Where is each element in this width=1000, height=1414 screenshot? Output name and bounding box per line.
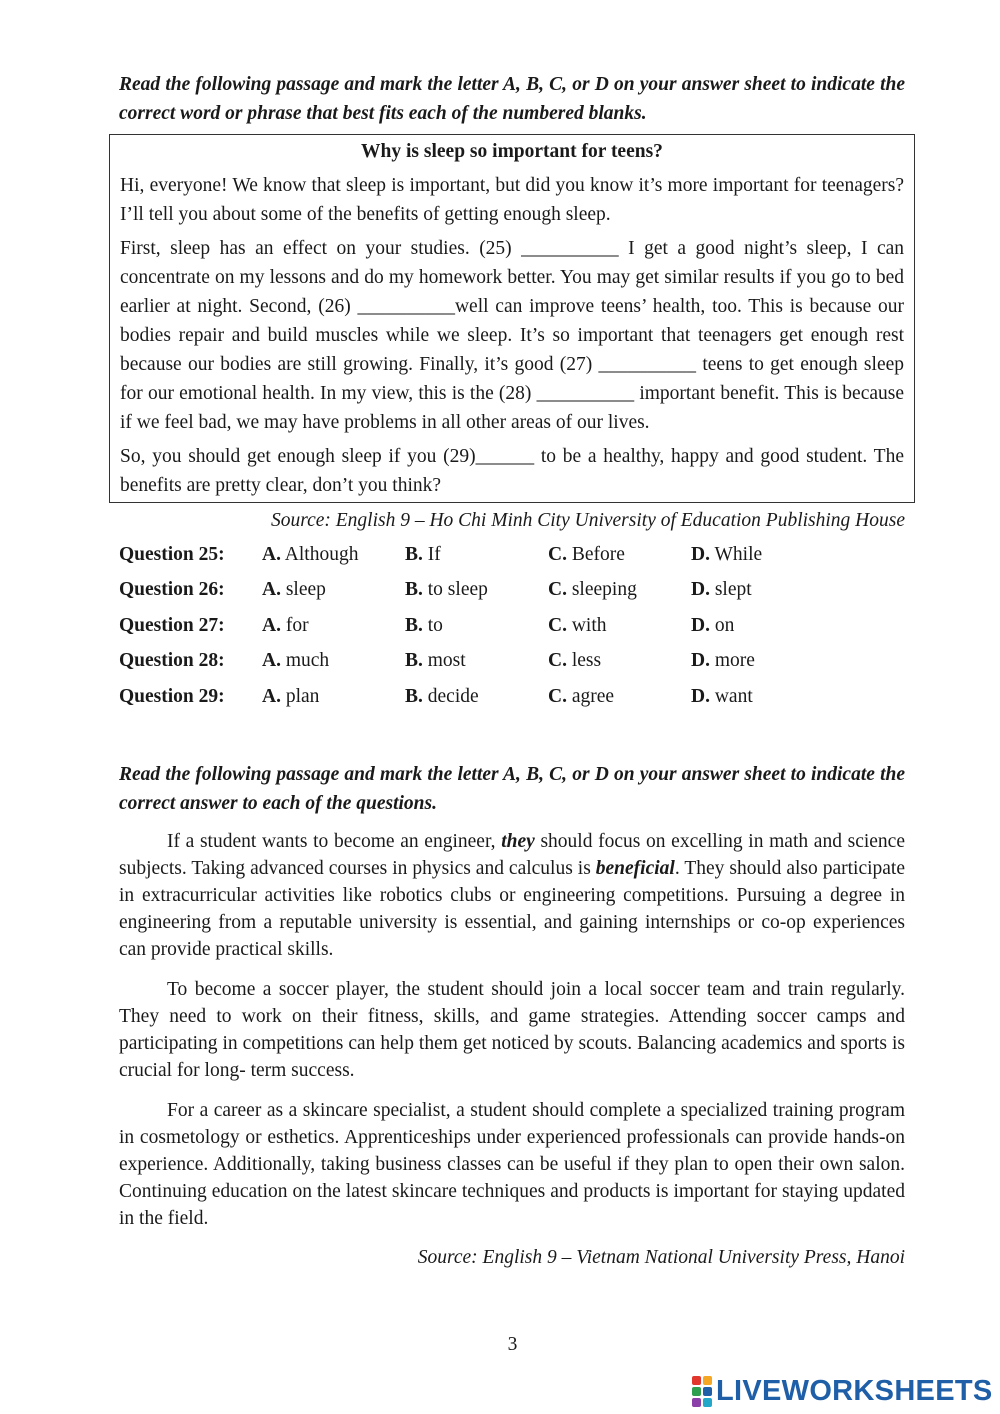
passage-source: Source: English 9 – Ho Chi Minh City University of Education Publishing House bbox=[270, 510, 905, 531]
option-text: to sleep bbox=[427, 579, 488, 601]
answer-option[interactable] bbox=[691, 573, 834, 609]
option-letter: C. bbox=[548, 543, 567, 565]
option-letter: C. bbox=[548, 579, 567, 601]
option-text: Before bbox=[571, 543, 625, 565]
answer-option[interactable] bbox=[405, 537, 548, 573]
option-letter: C. bbox=[548, 614, 567, 636]
question-row bbox=[119, 573, 834, 609]
option-text: While bbox=[714, 543, 763, 565]
option-text: sleep bbox=[285, 579, 326, 601]
answer-option[interactable] bbox=[691, 679, 834, 715]
answer-option[interactable] bbox=[548, 644, 691, 680]
answer-option[interactable] bbox=[262, 573, 405, 609]
answer-option[interactable] bbox=[405, 679, 548, 715]
option-letter: C. bbox=[548, 650, 567, 672]
question-label: Question 28: bbox=[119, 650, 225, 672]
logo-square bbox=[703, 1376, 712, 1385]
option-text: with bbox=[571, 614, 607, 636]
answer-option[interactable] bbox=[548, 679, 691, 715]
answer-option[interactable] bbox=[262, 608, 405, 644]
option-text: for bbox=[285, 614, 309, 636]
option-letter: D. bbox=[691, 543, 710, 565]
question-label: Question 26: bbox=[119, 579, 225, 601]
answer-option[interactable] bbox=[691, 608, 834, 644]
option-letter: D. bbox=[691, 685, 710, 707]
option-letter: C. bbox=[548, 685, 567, 707]
option-text: less bbox=[571, 650, 602, 672]
highlighted-word-they: they bbox=[501, 830, 535, 852]
option-text: more bbox=[714, 650, 755, 672]
reading-paragraph-engineer bbox=[119, 828, 905, 963]
passage-paragraph: First, sleep has an effect on your studies. (25) __________ I get a good night’s sleep, I can concentrate on my lessons and do my homework better. You may get similar results if you go to bed earlier at night. Second, (26) __________well can improve teens’ health, too. This is because our bodies repair and build muscles while we sleep. It’s so important that teenagers get enough rest because our bodies are still growing. Finally, it’s good (27) __________ teens to get enough sleep for our emotional health. In my view, this is the (28) __________ important benefit. This is because if we feel bad, we may have problems in all other areas of our lives. bbox=[120, 238, 904, 433]
question-label: Question 25: bbox=[119, 543, 225, 565]
question-row bbox=[119, 537, 834, 573]
highlighted-word-beneficial: beneficial bbox=[595, 857, 675, 879]
text-run: . They should also participate in extracurricular activities like robotics clubs or engineering competitions. Pursuing a degree in engineering from a reputable university is essential, and gaining internships or co-op experiences can provide practical skills. bbox=[119, 857, 905, 960]
logo-mark-icon bbox=[692, 1376, 712, 1407]
passage-paragraph: So, you should get enough sleep if you (29)______ to be a healthy, happy and good student. The benefits are pretty clear, don’t you think? bbox=[120, 446, 904, 496]
logo-square bbox=[692, 1398, 701, 1407]
option-text: on bbox=[714, 614, 735, 636]
answer-option[interactable] bbox=[262, 537, 405, 573]
option-text: most bbox=[427, 650, 466, 672]
option-letter: B. bbox=[405, 543, 423, 565]
section2-instruction: Read the following passage and mark the letter A, B, C, or D on your answer sheet to indicate the correct answer to each of the questions. bbox=[119, 763, 905, 814]
option-text: decide bbox=[427, 685, 479, 707]
logo-text: LIVEWORKSHEETS bbox=[716, 1374, 993, 1407]
option-letter: B. bbox=[405, 579, 423, 601]
reading-source: Source: English 9 – Vietnam National University Press, Hanoi bbox=[417, 1246, 905, 1268]
page-number: 3 bbox=[507, 1334, 518, 1355]
option-text: plan bbox=[285, 685, 320, 707]
passage-paragraph: Hi, everyone! We know that sleep is important, but did you know it’s more important for teenagers? I’ll tell you about some of the benefits of getting enough sleep. bbox=[120, 175, 904, 225]
option-letter: D. bbox=[691, 650, 710, 672]
option-text: agree bbox=[571, 685, 615, 707]
option-letter: B. bbox=[405, 614, 423, 636]
option-letter: A. bbox=[262, 685, 281, 707]
passage-box bbox=[109, 134, 915, 503]
answer-option[interactable] bbox=[548, 573, 691, 609]
reading-paragraph-soccer: To become a soccer player, the student should join a local soccer team and train regularly. They need to work on their fitness, skills, and game strategies. Attending soccer camps and participating in competitions can help them get noticed by scouts. Balancing academics and sports is crucial for long- term success. bbox=[119, 978, 905, 1081]
option-text: to bbox=[427, 614, 443, 636]
logo-square bbox=[703, 1387, 712, 1396]
text-run: If a student wants to become an engineer, bbox=[167, 830, 502, 852]
option-text: much bbox=[285, 650, 330, 672]
option-text: If bbox=[427, 543, 441, 565]
question-label: Question 29: bbox=[119, 685, 225, 707]
option-letter: A. bbox=[262, 614, 281, 636]
option-letter: A. bbox=[262, 543, 281, 565]
question-table bbox=[119, 537, 834, 715]
reading-paragraph-skincare: For a career as a skincare specialist, a student should complete a specialized training program in cosmetology or esthetics. Apprenticeships under experienced professionals can provide hands-on experience. Additionally, taking business classes can be useful if they plan to open their own salon. Continuing education on the latest skincare techniques and products is important for staying updated in the field. bbox=[119, 1099, 905, 1229]
option-letter: A. bbox=[262, 650, 281, 672]
question-row bbox=[119, 644, 834, 680]
option-text: Although bbox=[284, 543, 359, 565]
answer-option[interactable] bbox=[405, 608, 548, 644]
option-text: want bbox=[714, 685, 753, 707]
answer-option[interactable] bbox=[405, 573, 548, 609]
option-letter: D. bbox=[691, 579, 710, 601]
option-letter: A. bbox=[262, 579, 281, 601]
question-label: Question 27: bbox=[119, 614, 225, 636]
option-letter: D. bbox=[691, 614, 710, 636]
answer-option[interactable] bbox=[691, 537, 834, 573]
passage-title: Why is sleep so important for teens? bbox=[361, 141, 663, 162]
option-text: sleeping bbox=[571, 579, 637, 601]
logo-square bbox=[692, 1387, 701, 1396]
logo-square bbox=[692, 1376, 701, 1385]
logo-square bbox=[703, 1398, 712, 1407]
section1-instruction: Read the following passage and mark the letter A, B, C, or D on your answer sheet to indicate the correct word or phrase that best fits each of the numbered blanks. bbox=[119, 74, 905, 124]
question-row bbox=[119, 679, 834, 715]
answer-option[interactable] bbox=[405, 644, 548, 680]
question-row bbox=[119, 608, 834, 644]
answer-option[interactable] bbox=[262, 679, 405, 715]
answer-option[interactable] bbox=[548, 537, 691, 573]
answer-option[interactable] bbox=[548, 608, 691, 644]
option-letter: B. bbox=[405, 685, 423, 707]
answer-option[interactable] bbox=[262, 644, 405, 680]
answer-option[interactable] bbox=[691, 644, 834, 680]
worksheet-page bbox=[119, 70, 905, 1272]
option-text: slept bbox=[714, 579, 752, 601]
option-letter: B. bbox=[405, 650, 423, 672]
liveworksheets-logo[interactable] bbox=[692, 1374, 993, 1408]
text-run: should focus on excelling in math and science subjects. Taking advanced courses in physics and calculus is bbox=[119, 830, 905, 879]
